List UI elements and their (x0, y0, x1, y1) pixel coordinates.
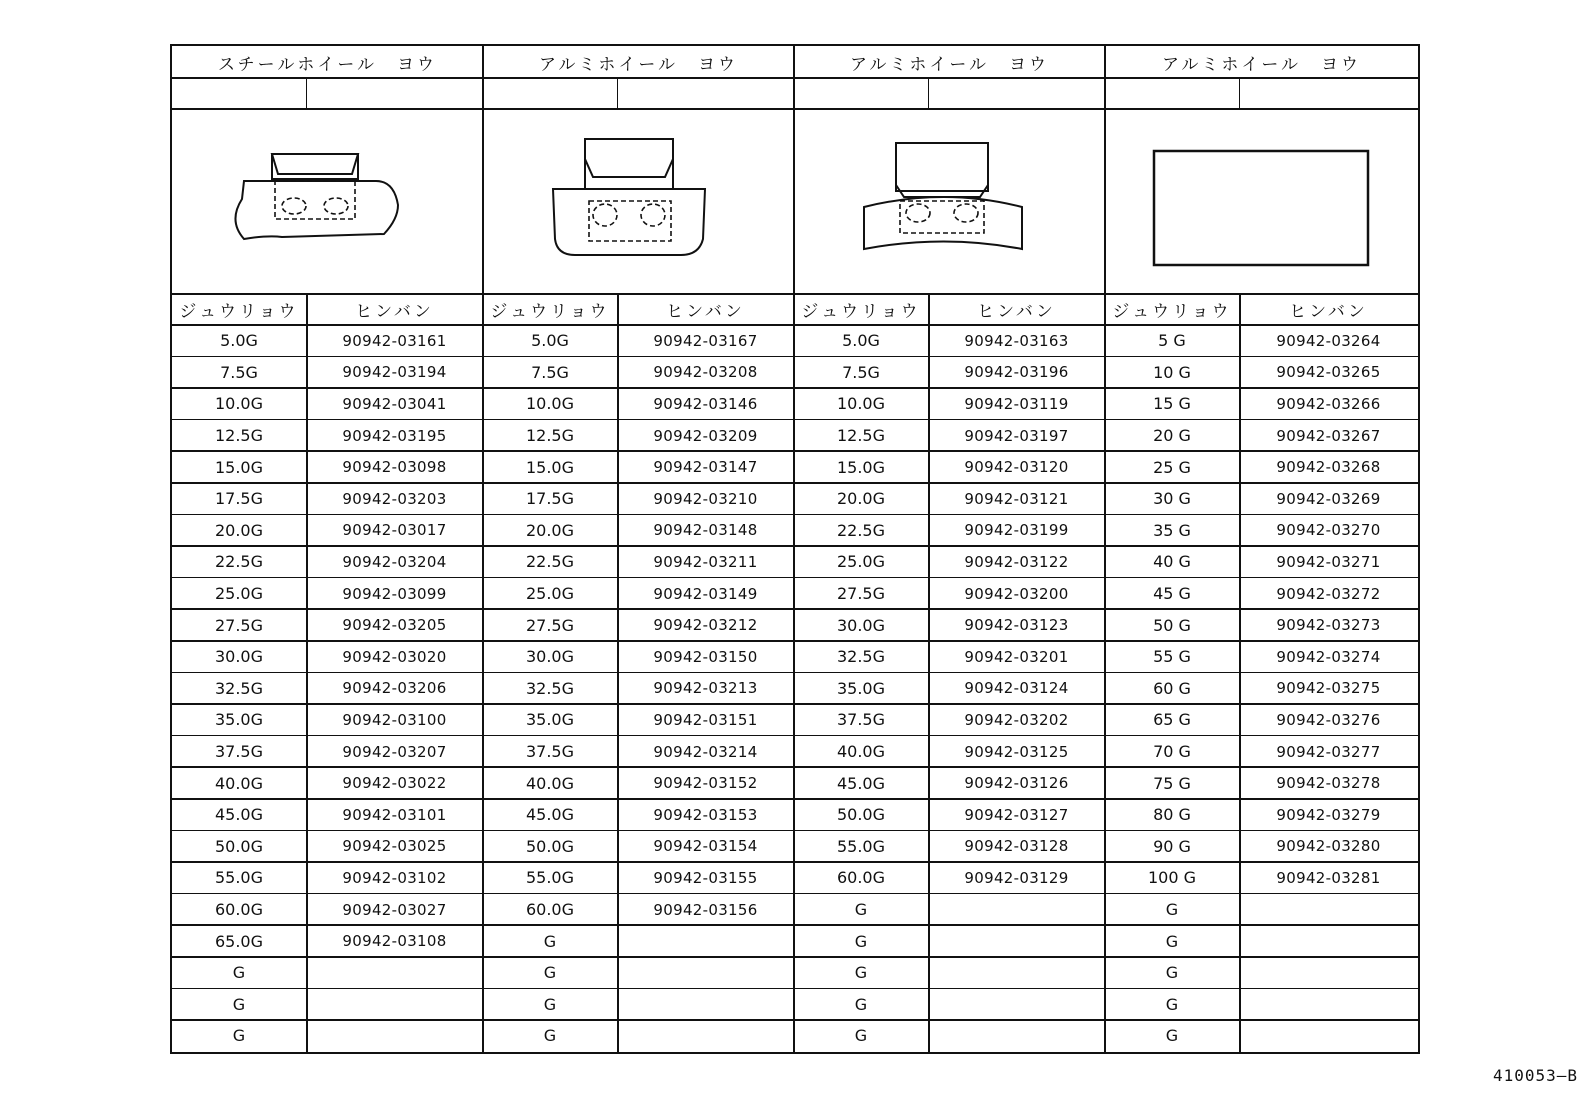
weight-cell: 30.0G (214, 647, 264, 667)
weight-cell: G (1165, 900, 1179, 920)
clip-on-weight-alloy-icon (483, 109, 794, 294)
weight-cell: 55 G (1153, 647, 1191, 667)
section-title: スチールホイール ヨウ (218, 54, 437, 75)
weight-cell: 37.5G (836, 710, 886, 730)
part-number-cell: 90942-03197 (964, 426, 1069, 445)
part-number-cell: 90942-03275 (1276, 679, 1381, 698)
weight-cell: G (543, 1026, 557, 1046)
weight-cell: 80 G (1153, 805, 1191, 825)
part-number-cell: 90942-03272 (1276, 584, 1381, 603)
part-number-cell (617, 925, 794, 957)
part-number-cell (928, 925, 1105, 957)
weight-cell: 30 G (1153, 489, 1191, 509)
part-number-column-header: ヒンバン (666, 302, 745, 322)
weight-column-header: ジュウリョウ (490, 302, 610, 322)
part-number-cell: 90942-03127 (964, 805, 1069, 824)
part-number-cell: 90942-03146 (653, 394, 758, 413)
weight-cell: 27.5G (214, 615, 264, 635)
part-number-cell: 90942-03128 (964, 837, 1069, 856)
part-number-cell: 90942-03199 (964, 521, 1069, 540)
part-number-cell: 90942-03147 (653, 458, 758, 477)
weight-cell: 60.0G (836, 868, 886, 888)
weight-cell: G (854, 1026, 868, 1046)
part-number-cell (306, 989, 483, 1021)
part-number-cell: 90942-03022 (342, 774, 447, 793)
part-number-cell: 90942-03195 (342, 426, 447, 445)
weight-cell: 45.0G (525, 805, 575, 825)
part-number-cell: 90942-03276 (1276, 710, 1381, 729)
part-number-cell: 90942-03269 (1276, 489, 1381, 508)
clip-on-weight-flat-icon (794, 109, 1105, 294)
weight-cell: 55.0G (214, 868, 264, 888)
weight-cell: 60 G (1153, 678, 1191, 698)
part-number-cell: 90942-03214 (653, 742, 758, 761)
weight-cell: 22.5G (525, 552, 575, 572)
part-number-cell: 90942-03268 (1276, 458, 1381, 477)
part-number-cell (1239, 925, 1418, 957)
part-number-cell (1239, 894, 1418, 926)
weight-cell: 50.0G (836, 805, 886, 825)
weight-column-header: ジュウリョウ (179, 302, 299, 322)
sub-divider (306, 78, 307, 109)
weight-column-header: ジュウリョウ (1112, 302, 1232, 322)
weight-cell: 60.0G (525, 900, 575, 920)
part-number-cell: 90942-03203 (342, 489, 447, 508)
weight-cell: 17.5G (214, 489, 264, 509)
part-number-cell (928, 957, 1105, 989)
weight-cell: 5.0G (842, 331, 880, 351)
weight-cell: 35.0G (836, 678, 886, 698)
weight-cell: 20 G (1153, 426, 1191, 446)
weight-cell: 5 G (1158, 331, 1186, 351)
part-number-cell (1239, 1020, 1418, 1052)
weight-cell: 5.0G (220, 331, 258, 351)
weight-cell: 27.5G (525, 615, 575, 635)
part-number-cell: 90942-03264 (1276, 331, 1381, 350)
weight-cell: 40.0G (525, 773, 575, 793)
weight-cell: 25 G (1153, 457, 1191, 477)
part-number-cell: 90942-03155 (653, 868, 758, 887)
weight-cell: G (854, 963, 868, 983)
weight-cell: 10.0G (525, 394, 575, 414)
part-number-cell: 90942-03017 (342, 521, 447, 540)
part-number-cell: 90942-03202 (964, 710, 1069, 729)
part-number-cell: 90942-03041 (342, 394, 447, 413)
part-number-cell: 90942-03265 (1276, 363, 1381, 382)
part-number-cell: 90942-03266 (1276, 394, 1381, 413)
weight-cell: 20.0G (525, 520, 575, 540)
part-number-cell: 90942-03099 (342, 584, 447, 603)
weight-cell: 40.0G (836, 742, 886, 762)
part-number-cell: 90942-03212 (653, 616, 758, 635)
weight-cell: 55.0G (525, 868, 575, 888)
weight-cell: 7.5G (220, 362, 258, 382)
weight-cell: 15.0G (214, 457, 264, 477)
weight-cell: 30.0G (525, 647, 575, 667)
weight-cell: 40 G (1153, 552, 1191, 572)
section-title: アルミホイール ヨウ (1162, 54, 1361, 75)
section-title: アルミホイール ヨウ (539, 54, 738, 75)
part-number-cell: 90942-03196 (964, 363, 1069, 382)
weight-cell: G (232, 994, 246, 1014)
part-number-cell: 90942-03098 (342, 458, 447, 477)
part-number-cell: 90942-03152 (653, 774, 758, 793)
weight-cell: 20.0G (214, 520, 264, 540)
part-number-cell: 90942-03274 (1276, 647, 1381, 666)
weight-cell: G (232, 1026, 246, 1046)
part-number-cell: 90942-03201 (964, 647, 1069, 666)
part-number-cell: 90942-03020 (342, 647, 447, 666)
weight-cell: 90 G (1153, 836, 1191, 856)
part-number-cell: 90942-03025 (342, 837, 447, 856)
weight-cell: G (854, 994, 868, 1014)
weight-cell: 25.0G (525, 584, 575, 604)
part-number-cell: 90942-03126 (964, 774, 1069, 793)
weight-cell: 12.5G (836, 426, 886, 446)
part-number-cell: 90942-03205 (342, 616, 447, 635)
weight-cell: 45.0G (214, 805, 264, 825)
part-number-cell: 90942-03154 (653, 837, 758, 856)
part-number-cell: 90942-03211 (653, 552, 758, 571)
part-number-cell: 90942-03167 (653, 331, 758, 350)
weight-cell: 25.0G (836, 552, 886, 572)
part-number-cell (928, 894, 1105, 926)
weight-cell: 70 G (1153, 742, 1191, 762)
part-number-cell (928, 1020, 1105, 1052)
part-number-cell: 90942-03194 (342, 363, 447, 382)
weight-cell: 32.5G (836, 647, 886, 667)
part-number-cell: 90942-03209 (653, 426, 758, 445)
weight-cell: 35.0G (525, 710, 575, 730)
part-number-cell: 90942-03213 (653, 679, 758, 698)
weight-cell: 7.5G (531, 362, 569, 382)
weight-cell: 22.5G (836, 520, 886, 540)
part-number-cell: 90942-03161 (342, 331, 447, 350)
weight-cell: 45.0G (836, 773, 886, 793)
part-number-cell: 90942-03204 (342, 552, 447, 571)
part-number-cell (1239, 957, 1418, 989)
weight-cell: 22.5G (214, 552, 264, 572)
part-number-cell: 90942-03273 (1276, 616, 1381, 635)
weight-cell: 75 G (1153, 773, 1191, 793)
weight-cell: 40.0G (214, 773, 264, 793)
section-title: アルミホイール ヨウ (850, 54, 1049, 75)
weight-cell: 30.0G (836, 615, 886, 635)
part-number-cell (617, 989, 794, 1021)
weight-cell: G (854, 931, 868, 951)
part-number-cell: 90942-03267 (1276, 426, 1381, 445)
part-number-cell: 90942-03122 (964, 552, 1069, 571)
weight-cell: 15.0G (836, 457, 886, 477)
part-number-cell: 90942-03108 (342, 932, 447, 951)
sub-divider (617, 78, 618, 109)
part-number-cell (617, 957, 794, 989)
adhesive-weight-icon (1105, 109, 1418, 294)
part-number-column-header: ヒンバン (355, 302, 434, 322)
part-number-cell: 90942-03206 (342, 679, 447, 698)
weight-cell: 65 G (1153, 710, 1191, 730)
weight-cell: 37.5G (525, 742, 575, 762)
weight-cell: G (1165, 963, 1179, 983)
weight-cell: 27.5G (836, 584, 886, 604)
part-number-column-header: ヒンバン (977, 302, 1056, 322)
part-number-cell: 90942-03100 (342, 710, 447, 729)
part-number-cell: 90942-03279 (1276, 805, 1381, 824)
weight-cell: 32.5G (214, 678, 264, 698)
part-number-cell: 90942-03200 (964, 584, 1069, 603)
weight-column-header: ジュウリョウ (801, 302, 921, 322)
weight-cell: 5.0G (531, 331, 569, 351)
weight-cell: 20.0G (836, 489, 886, 509)
weight-cell: 12.5G (214, 426, 264, 446)
weight-cell: 10.0G (214, 394, 264, 414)
part-number-cell (1239, 989, 1418, 1021)
part-number-cell: 90942-03156 (653, 900, 758, 919)
part-number-cell: 90942-03102 (342, 868, 447, 887)
part-number-cell: 90942-03207 (342, 742, 447, 761)
part-number-cell: 90942-03153 (653, 805, 758, 824)
part-number-cell: 90942-03210 (653, 489, 758, 508)
weight-cell: 35.0G (214, 710, 264, 730)
sub-divider (928, 78, 929, 109)
part-number-cell: 90942-03149 (653, 584, 758, 603)
part-number-cell: 90942-03271 (1276, 552, 1381, 571)
weight-cell: G (232, 963, 246, 983)
part-number-column-header: ヒンバン (1289, 302, 1368, 322)
part-number-cell (306, 957, 483, 989)
part-number-cell: 90942-03119 (964, 394, 1069, 413)
weight-cell: 50.0G (214, 836, 264, 856)
clip-on-weight-steel-icon (172, 109, 483, 294)
part-number-cell: 90942-03121 (964, 489, 1069, 508)
weight-cell: 65.0G (214, 931, 264, 951)
part-number-cell (928, 989, 1105, 1021)
weight-cell: G (1165, 994, 1179, 1014)
part-number-cell: 90942-03208 (653, 363, 758, 382)
weight-cell: 37.5G (214, 742, 264, 762)
weight-cell: 17.5G (525, 489, 575, 509)
sub-divider (1239, 78, 1240, 109)
part-number-cell: 90942-03027 (342, 900, 447, 919)
weight-cell: G (543, 963, 557, 983)
part-number-cell: 90942-03124 (964, 679, 1069, 698)
weight-cell: 60.0G (214, 900, 264, 920)
weight-cell: 50.0G (525, 836, 575, 856)
part-number-cell: 90942-03163 (964, 331, 1069, 350)
figure-code: 410053–B (1492, 1066, 1578, 1085)
weight-cell: 32.5G (525, 678, 575, 698)
weight-cell: G (543, 994, 557, 1014)
part-number-cell: 90942-03281 (1276, 868, 1381, 887)
part-number-cell: 90942-03277 (1276, 742, 1381, 761)
part-number-cell (306, 1020, 483, 1052)
part-number-cell: 90942-03150 (653, 647, 758, 666)
part-number-cell: 90942-03270 (1276, 521, 1381, 540)
part-number-cell: 90942-03123 (964, 616, 1069, 635)
weight-cell: 10.0G (836, 394, 886, 414)
part-number-cell: 90942-03125 (964, 742, 1069, 761)
part-number-cell (617, 1020, 794, 1052)
weight-cell: 12.5G (525, 426, 575, 446)
weight-cell: 7.5G (842, 362, 880, 382)
weight-cell: G (1165, 931, 1179, 951)
weight-cell: 15 G (1153, 394, 1191, 414)
weight-cell: 45 G (1153, 584, 1191, 604)
weight-cell: G (543, 931, 557, 951)
weight-cell: 10 G (1153, 362, 1191, 382)
part-number-cell: 90942-03148 (653, 521, 758, 540)
wheel-weight-parts-table (170, 44, 1420, 1054)
weight-cell: 15.0G (525, 457, 575, 477)
part-number-cell: 90942-03120 (964, 458, 1069, 477)
weight-cell: G (1165, 1026, 1179, 1046)
weight-cell: 25.0G (214, 584, 264, 604)
part-number-cell: 90942-03151 (653, 710, 758, 729)
weight-cell: 100 G (1147, 868, 1197, 888)
weight-cell: 50 G (1153, 615, 1191, 635)
part-number-cell: 90942-03129 (964, 868, 1069, 887)
weight-cell: 35 G (1153, 520, 1191, 540)
weight-cell: 55.0G (836, 836, 886, 856)
weight-cell: G (854, 900, 868, 920)
part-number-cell: 90942-03101 (342, 805, 447, 824)
part-number-cell: 90942-03280 (1276, 837, 1381, 856)
part-number-cell: 90942-03278 (1276, 774, 1381, 793)
